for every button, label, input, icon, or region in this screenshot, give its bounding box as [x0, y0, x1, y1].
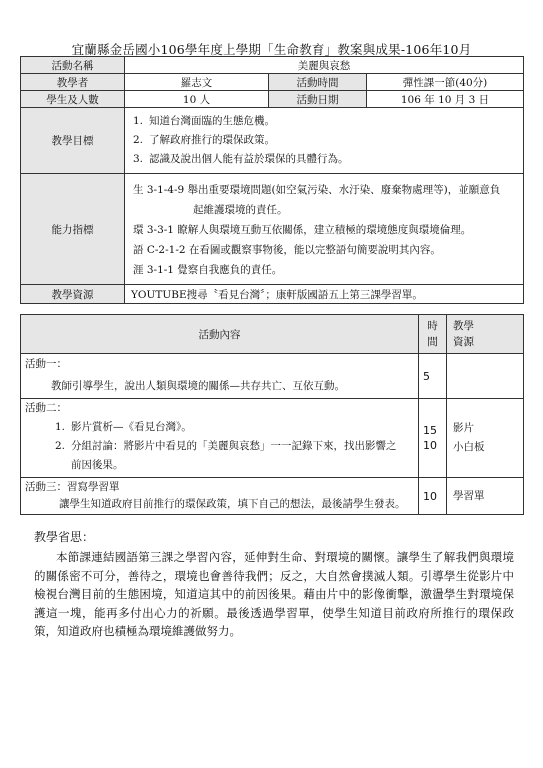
activity-3-time: 10 — [419, 478, 447, 515]
activity-3 — [21, 478, 419, 515]
teacher-value: 羅志文 — [125, 74, 269, 91]
activity-2-title: 活動二： — [25, 402, 67, 414]
students-value: 10 人 — [125, 91, 269, 108]
goals-cell — [125, 108, 524, 174]
time-value: 彈性課一節(40分) — [367, 74, 524, 91]
activity-1-time: 5 — [419, 354, 447, 399]
goal-item: 3. 認識及說出個人能有益於環保的具體行為。 — [133, 153, 349, 165]
activity-content-header: 活動內容 — [21, 315, 419, 354]
ability-line: 環 3-3-1 瞭解人與環境互動互依關係，建立積極的環境態度與環境倫理。 — [133, 224, 472, 236]
date-value: 106 年 10 月 3 日 — [367, 91, 524, 108]
ability-line: 涯 3-1-1 覺察自我應負的責任。 — [133, 264, 283, 276]
activity-3-title: 活動三：習寫學習單 — [25, 481, 120, 493]
goals-label: 教學目標 — [21, 108, 125, 174]
page-title: 宜蘭縣金岳國小106學年度上學期「生命教育」教案與成果-106年10月 — [71, 42, 472, 57]
activity-3-resource: 學習單 — [447, 478, 524, 515]
time-header: 時 間 — [419, 315, 447, 354]
activity-2-resource: 影片 小白板 — [447, 399, 524, 478]
activity-1-title: 活動一： — [25, 358, 67, 370]
ability-line: 語 C-2-1-2 在看圖或觀察事物後，能以完整語句簡要說明其內容。 — [133, 244, 441, 256]
date-label: 活動日期 — [269, 91, 367, 108]
lesson-info-table — [20, 56, 524, 304]
activity-1-body: 教師引導學生，說出人類與環境的關係—共存共亡、互依互動。 — [51, 380, 345, 392]
reflection-title: 教學省思： — [34, 530, 95, 544]
activity-2-item-cont: 前因後果。 — [71, 459, 124, 471]
activity-1-resource — [447, 354, 524, 399]
reflection-body: 本節課連結國語第三課之學習內容，延伸對生命、對環境的關懷。讓學生了解我們與環境的關係密不可分，善待之，環境也會善待我們；反之，大自然會撲滅人類。引導學生從影片中檢視台灣目前的生態困境，知道這其中的前因後果。藉由片中的影像衝擊，激盪學生對環境保護這一塊，能再多付出心力的祈願。最後透過學習單，使學生知道目前政府所推行的環保政策，知道政府也積極為環境維護做努力。 — [34, 550, 514, 638]
ability-line: 起維護環境的責任。 — [193, 204, 288, 216]
time-label: 活動時間 — [269, 74, 367, 91]
activity-2 — [21, 399, 419, 478]
ability-cell — [125, 174, 524, 285]
activity-name-value: 美麗與哀愁 — [125, 57, 524, 74]
resources-label: 教學資源 — [21, 285, 125, 304]
students-label: 學生及人數 — [21, 91, 125, 108]
activity-2-time: 15 10 — [419, 399, 447, 478]
activity-3-body: 讓學生知道政府目前推行的環保政策，填下自己的想法，最後請學生發表。 — [59, 498, 406, 510]
goal-item: 2. 了解政府推行的環保政策。 — [133, 134, 275, 146]
activity-name-label: 活動名稱 — [21, 57, 125, 74]
teacher-label: 教學者 — [21, 74, 125, 91]
resources-header: 教學 資源 — [447, 315, 524, 354]
activity-2-item: 2. 分組討論：將影片中看見的「美麗與哀愁」一一記錄下來，找出影響之 — [55, 440, 397, 452]
ability-line: 生 3-1-4-9 舉出重要環境問題(如空氣污染、水汙染、廢棄物處理等)，並願意負 — [133, 184, 501, 196]
resources-value: YOUTUBE搜尋〝看見台灣〞；康軒版國語五上第三課學習單。 — [125, 285, 524, 304]
ability-label: 能力指標 — [21, 174, 125, 285]
activity-1 — [21, 354, 419, 399]
activities-table — [20, 314, 524, 515]
goal-item: 1. 知道台灣面臨的生態危機。 — [133, 115, 275, 127]
activity-2-item: 1. 影片賞析—《看見台灣》。 — [55, 421, 192, 433]
